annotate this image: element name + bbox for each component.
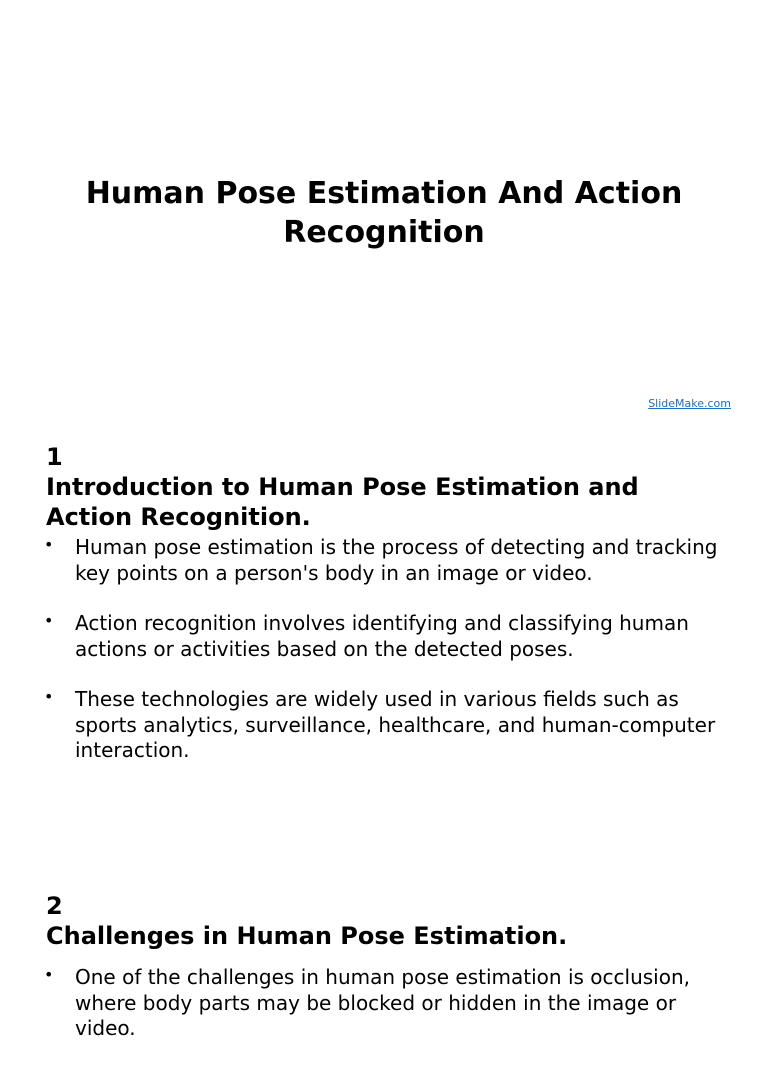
section-number: 2 <box>46 892 63 920</box>
list-item <box>46 687 736 764</box>
list-item-text: Human pose estimation is the process of detecting and tracking key points on a person's body in an image or video. <box>75 535 718 585</box>
section-title: Introduction to Human Pose Estimation and Action Recognition. <box>46 473 639 531</box>
section-2 <box>46 891 736 1067</box>
bullet-list <box>46 965 736 1042</box>
bullet-icon: • <box>44 611 54 630</box>
bullet-icon: • <box>44 965 54 984</box>
list-item-text: One of the challenges in human pose estimation is occlusion, where body parts may be blocked or hidden in the image or video. <box>75 965 690 1040</box>
list-item-text: These technologies are widely used in various fields such as sports analytics, surveillance, healthcare, and human-computer interaction. <box>75 687 716 762</box>
section-1 <box>46 442 736 789</box>
section-number: 1 <box>46 443 63 471</box>
bullet-icon: • <box>44 687 54 706</box>
bullet-list <box>46 535 736 764</box>
bullet-icon: • <box>44 535 54 554</box>
list-item <box>46 611 736 662</box>
list-item-text: Action recognition involves identifying and classifying human actions or activities based on the detected poses. <box>75 611 689 661</box>
page-title: Human Pose Estimation And Action Recognition <box>85 176 683 250</box>
section-title: Challenges in Human Pose Estimation. <box>46 922 568 950</box>
list-item <box>46 965 736 1042</box>
slidemake-link[interactable]: SlideMake.com <box>648 397 731 410</box>
list-item <box>46 535 736 586</box>
